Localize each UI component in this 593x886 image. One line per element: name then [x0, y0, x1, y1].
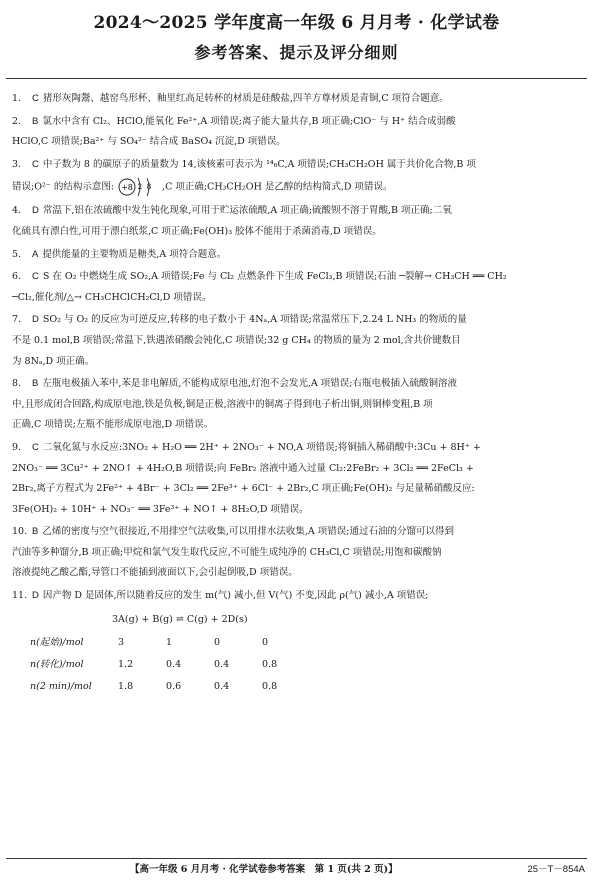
- question-number: 5.: [12, 248, 22, 260]
- page-title: 2024～2025 学年度高一年级 6 月月考 · 化学试卷: [93, 13, 500, 33]
- explanation-line: 因产物 D 是固体,所以随着反应的发生 m(气) 减小,但 V(气) 不变,因此 ρ(气) 减小,A 项错误;: [42, 590, 429, 602]
- answer-item: [12, 245, 583, 266]
- ion-structure-diagram: [116, 175, 160, 199]
- explanation-line: ─Cl₂,催化剂/△→ CH₃CHClCH₂Cl,D 项错误。: [12, 291, 212, 303]
- answer-letter: C: [32, 441, 39, 453]
- table-cell: 0.4: [214, 659, 230, 671]
- table-cell: 0.4: [166, 659, 182, 671]
- explanation-line: 3Fe(OH)₂ + 10H⁺ + NO₃⁻ ══ 3Fe³⁺ + NO↑ + 8H₂O,D 项错误。: [12, 503, 309, 515]
- answer-item: [12, 374, 583, 436]
- footer-divider: [6, 858, 587, 859]
- answer-letter: C: [32, 93, 39, 104]
- answer-item: [12, 438, 583, 520]
- table-cell: 0.6: [166, 681, 182, 693]
- explanation-line: 汽油等多种馏分,B 项正确;甲烷和氯气发生取代反应,不可能生成纯净的 CH₃Cl,C 项错误;用饱和碳酸钠: [12, 546, 442, 558]
- footer-text: 【高一年级 6 月月考 · 化学试卷参考答案 第 1 页(共 2 页)】: [130, 864, 398, 875]
- explanation-line: 中,且形成闭合回路,构成原电池,铁是负极,铜是正极,溶液中的铜离子得到电子析出铜,则铜棒变粗,B 项: [12, 398, 433, 410]
- explanation-line: 左瓶电极插入苯中,苯是非电解质,不能构成原电池,灯泡不会发光,A 项错误;右瓶电极插入硫酸铜溶液: [42, 378, 458, 390]
- question-number: 2.: [12, 115, 22, 127]
- answer-item: [12, 586, 583, 607]
- table-cell: 0.8: [262, 659, 278, 671]
- question-number: 7.: [12, 314, 22, 326]
- explanation-line: 提供能量的主要物质是糖类,A 项符合题意。: [42, 248, 227, 260]
- question-number: 10.: [12, 526, 28, 538]
- question-number: 9.: [12, 441, 22, 453]
- explanation-line: 错误;O²⁻ 的结构示意图:: [12, 181, 115, 193]
- answer-letter: C: [32, 158, 39, 170]
- table-row: [30, 633, 310, 655]
- table-row: [30, 677, 310, 699]
- table-cell: 0.4: [214, 681, 230, 693]
- question-number: 6.: [12, 271, 22, 283]
- table-cell: 0: [214, 637, 221, 649]
- row-label: n(转化)/mol: [30, 659, 84, 671]
- table-cell: 0.8: [262, 681, 278, 693]
- answer-letter: C: [32, 271, 39, 283]
- question-number: 3.: [12, 158, 22, 170]
- answer-list: [12, 89, 583, 699]
- answer-item: [12, 310, 583, 372]
- answer-item: [12, 155, 583, 200]
- explanation-line: HClO,C 项错误;Ba²⁺ 与 SO₄²⁻ 结合成 BaSO₄ 沉淀,D 项错误。: [12, 136, 286, 148]
- document-code: 25－T－854A: [527, 864, 585, 875]
- explanation-line: 猪形灰陶鬶、越窑鸟形杯、釉里红高足转杯的材质是硅酸盐,四羊方尊材质是青铜,C 项符合题意。: [42, 93, 449, 104]
- explanation-line: 2NO₃⁻ ══ 3Cu²⁺ + 2NO↑ + 4H₂O,B 项错误;向 FeBr₂ 溶液中通入过量 Cl₂:2FeBr₂ + 3Cl₂ ══ 2FeCl₃ +: [12, 462, 474, 474]
- explanation-line: 二氧化氮与水反应:3NO₂ + H₂O ══ 2H⁺ + 2NO₃⁻ + NO,A 项错误;将铜插入稀硝酸中:3Cu + 8H⁺ +: [42, 441, 481, 453]
- reaction-equation: 3A(g) + B(g) ⇌ C(g) + 2D(s): [112, 613, 248, 625]
- table-cell: 3: [118, 637, 125, 649]
- question-number: 1.: [12, 93, 22, 104]
- table-cell: 0: [262, 637, 269, 649]
- electron-count: 2: [137, 183, 143, 192]
- answer-letter: B: [32, 526, 39, 538]
- explanation-line: 2Br₂,离子方程式为 2Fe²⁺ + 4Br⁻ + 3Cl₂ ══ 2Fe³⁺ + 6Cl⁻ + 2Br₂,C 项正确;Fe(OH)₂ 与足量稀硝酸反应:: [12, 483, 475, 495]
- row-label: n(2 min)/mol: [30, 681, 92, 693]
- table-cell: 1: [166, 637, 173, 649]
- answer-letter: D: [32, 590, 39, 602]
- answer-letter: D: [32, 314, 39, 326]
- answer-letter: B: [32, 378, 39, 390]
- question-number: 8.: [12, 378, 22, 390]
- amount-table: [30, 633, 310, 699]
- explanation-line: 化硫具有漂白性,可用于漂白纸浆,C 项正确;Fe(OH)₃ 胶体不能用于杀菌消毒,D 项错误。: [12, 225, 382, 237]
- page-footer: [0, 861, 593, 879]
- question-number: 11.: [12, 590, 28, 602]
- answer-letter: D: [32, 205, 39, 217]
- answer-item: [12, 522, 583, 584]
- table-cell: 1.2: [118, 659, 134, 671]
- answer-letter: B: [32, 115, 39, 127]
- table-row: [30, 655, 310, 677]
- row-label: n(起始)/mol: [30, 637, 84, 649]
- explanation-line: 中子数为 8 的碳原子的质量数为 14,该核素可表示为 ¹⁴₆C,A 项错误;CH₃CH₂OH 属于共价化合物,B 项: [42, 158, 476, 170]
- nucleus-charge: +8: [121, 183, 133, 193]
- page-subtitle: 参考答案、提示及评分细则: [194, 43, 399, 62]
- explanation-line: 氯水中含有 Cl₂、HClO,能氧化 Fe²⁺,A 项错误;离子能大量共存,B 项正确;ClO⁻ 与 H⁺ 结合成弱酸: [42, 115, 456, 127]
- answer-letter: A: [32, 248, 39, 260]
- explanation-line: 为 8Nₐ,D 项正确。: [12, 355, 95, 367]
- answer-item: [12, 201, 583, 242]
- explanation-line: ,C 项正确;CH₃CH₂OH 是乙醇的结构简式,D 项错误。: [162, 181, 393, 193]
- answer-item: [12, 89, 583, 110]
- answer-item: [12, 267, 583, 308]
- question-number: 4.: [12, 205, 22, 217]
- explanation-line: 正确,C 项错误;左瓶不能形成原电池,D 项错误。: [12, 419, 214, 431]
- header-divider: [6, 78, 587, 79]
- table-cell: 1.8: [118, 681, 134, 693]
- explanation-line: 乙烯的密度与空气很接近,不用排空气法收集,可以用排水法收集,A 项错误;通过石油的分馏可以得到: [42, 526, 454, 538]
- explanation-line: S 在 O₂ 中燃烧生成 SO₂,A 项错误;Fe 与 Cl₂ 点燃条件下生成 FeCl₃,B 项错误;石油 ─裂解→ CH₃CH ══ CH₂: [42, 271, 507, 283]
- explanation-line: 不是 0.1 mol,B 项错误;常温下,铁遇浓硝酸会钝化,C 项错误;32 g CH₄ 的物质的量为 2 mol,含共价键数目: [12, 334, 461, 346]
- explanation-line: 溶液提纯乙酸乙酯,导管口不能插到液面以下,会引起倒吸,D 项错误。: [12, 567, 298, 579]
- answer-item: [12, 112, 583, 153]
- electron-count: 8: [146, 183, 152, 192]
- explanation-line: 常温下,铝在浓硫酸中发生钝化现象,可用于贮运浓硫酸,A 项正确;硫酸钡不溶于胃酸,B 项正确;二氧: [42, 205, 452, 217]
- explanation-line: SO₂ 与 O₂ 的反应为可逆反应,转移的电子数小于 4Nₐ,A 项错误;常温常压下,2.24 L NH₃ 的物质的量: [42, 314, 467, 326]
